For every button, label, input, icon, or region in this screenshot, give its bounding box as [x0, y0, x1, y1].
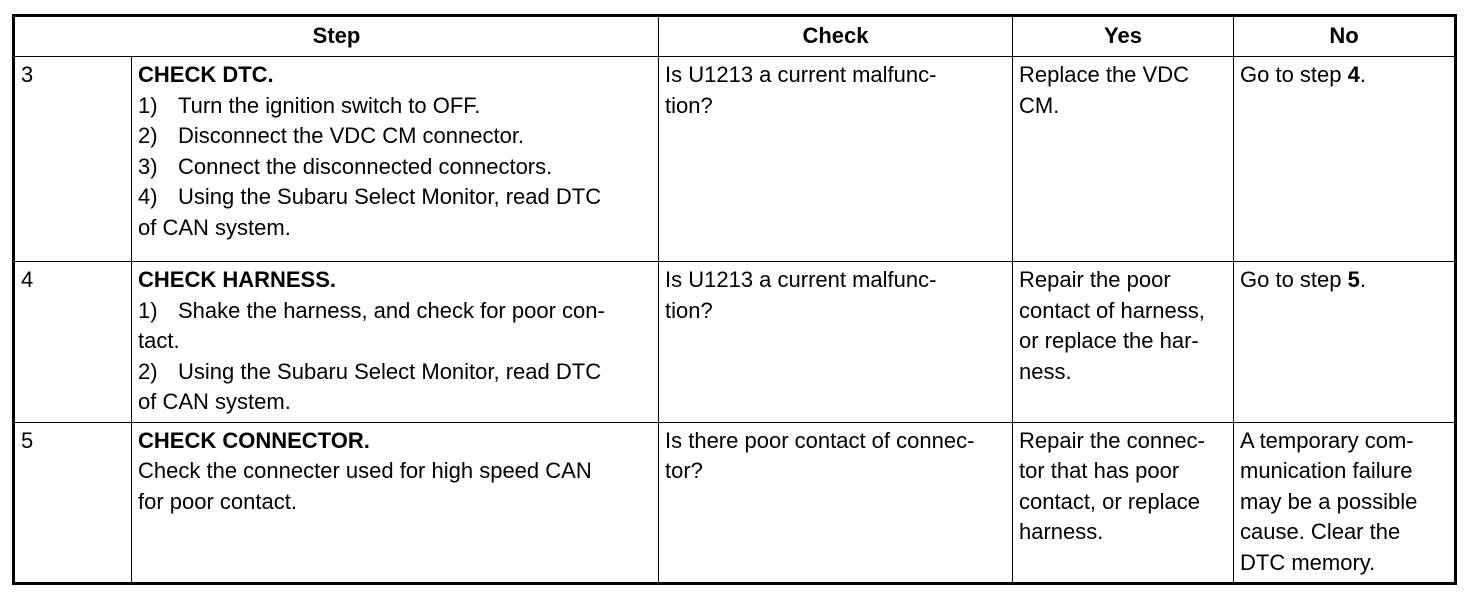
no-cell: [1234, 262, 1456, 423]
check-text: Is U1213 a current malfunc-: [665, 62, 937, 87]
table-row: [14, 262, 1456, 423]
instruction-number: 4): [138, 184, 158, 209]
no-text: Go to step: [1240, 62, 1348, 87]
instruction-text: Connect the disconnected connectors.: [178, 153, 553, 179]
instruction-text: Disconnect the VDC CM connector.: [178, 123, 525, 148]
step-number: 3: [14, 57, 132, 262]
instruction-text: Shake the harness, and check for poor con-: [178, 297, 605, 323]
instruction-continuation: of CAN system.: [138, 389, 291, 414]
no-text: may be a possible: [1240, 488, 1418, 514]
instruction-text: Using the Subaru Select Monitor, read DTC: [178, 358, 602, 384]
no-text: A temporary com-: [1240, 427, 1414, 453]
instruction-text: Turn the ignition switch to OFF.: [178, 92, 481, 118]
step-instruction: [138, 91, 652, 122]
yes-cell: [1013, 262, 1234, 423]
check-text: Is U1213 a current malfunc-: [665, 267, 937, 292]
no-cell: [1234, 422, 1456, 584]
yes-text: contact, or replace: [1019, 488, 1200, 514]
yes-text: tor that has poor: [1019, 458, 1180, 483]
header-no: No: [1234, 16, 1456, 57]
yes-text: harness.: [1019, 519, 1104, 544]
header-check: Check: [659, 16, 1013, 57]
yes-text: contact of harness,: [1019, 297, 1205, 323]
step-instruction: [138, 152, 652, 183]
yes-text: Replace the VDC: [1019, 62, 1189, 87]
check-text: Is there poor contact of connec-: [665, 427, 975, 453]
yes-text: Repair the connec-: [1019, 427, 1205, 453]
no-text: munication failure: [1240, 458, 1413, 483]
check-cell: [659, 57, 1013, 262]
step-instruction: [138, 296, 652, 327]
yes-text: Repair the poor: [1019, 267, 1171, 292]
instruction-number: 3): [138, 153, 158, 179]
yes-text: ness.: [1019, 358, 1072, 384]
step-number: 4: [14, 262, 132, 423]
step-instruction: [138, 121, 652, 152]
step-instruction: [138, 182, 652, 213]
instruction-number: 1): [138, 297, 158, 323]
header-step: Step: [14, 16, 659, 57]
step-number: 5: [14, 422, 132, 584]
yes-text: or replace the har-: [1019, 328, 1199, 353]
instruction-continuation: for poor contact.: [138, 488, 297, 514]
instruction-text: Using the Subaru Select Monitor, read DTC: [178, 184, 602, 209]
check-cell: [659, 422, 1013, 584]
no-text-suffix: .: [1359, 62, 1366, 87]
step-title: CHECK CONNECTOR.: [138, 427, 370, 453]
step-instruction: [138, 357, 652, 388]
instruction-continuation: of CAN system.: [138, 214, 291, 240]
no-text-suffix: .: [1359, 267, 1366, 292]
table-row: [14, 422, 1456, 584]
no-step-link: 4: [1347, 62, 1360, 87]
step-title: CHECK HARNESS.: [138, 267, 337, 292]
check-text: tion?: [665, 92, 713, 118]
yes-cell: [1013, 57, 1234, 262]
step-description: [132, 57, 659, 262]
step-description: [132, 262, 659, 423]
no-text: DTC memory.: [1240, 549, 1376, 575]
no-cell: [1234, 57, 1456, 262]
instruction-text: Check the connecter used for high speed CAN: [138, 458, 592, 483]
instruction-number: 2): [138, 123, 158, 148]
yes-cell: [1013, 422, 1234, 584]
check-text: tor?: [665, 458, 703, 483]
no-text: cause. Clear the: [1240, 519, 1401, 544]
instruction-continuation: tact.: [138, 328, 180, 353]
check-cell: [659, 262, 1013, 423]
no-text: Go to step: [1240, 267, 1348, 292]
diagnostic-table: [12, 14, 1457, 585]
header-row: [14, 16, 1456, 57]
instruction-number: 1): [138, 92, 158, 118]
instruction-number: 2): [138, 358, 158, 384]
step-title: CHECK DTC.: [138, 62, 274, 87]
yes-text: CM.: [1019, 92, 1060, 118]
header-yes: Yes: [1013, 16, 1234, 57]
table-row: [14, 57, 1456, 262]
step-description: [132, 422, 659, 584]
check-text: tion?: [665, 297, 713, 323]
no-step-link: 5: [1347, 267, 1360, 292]
